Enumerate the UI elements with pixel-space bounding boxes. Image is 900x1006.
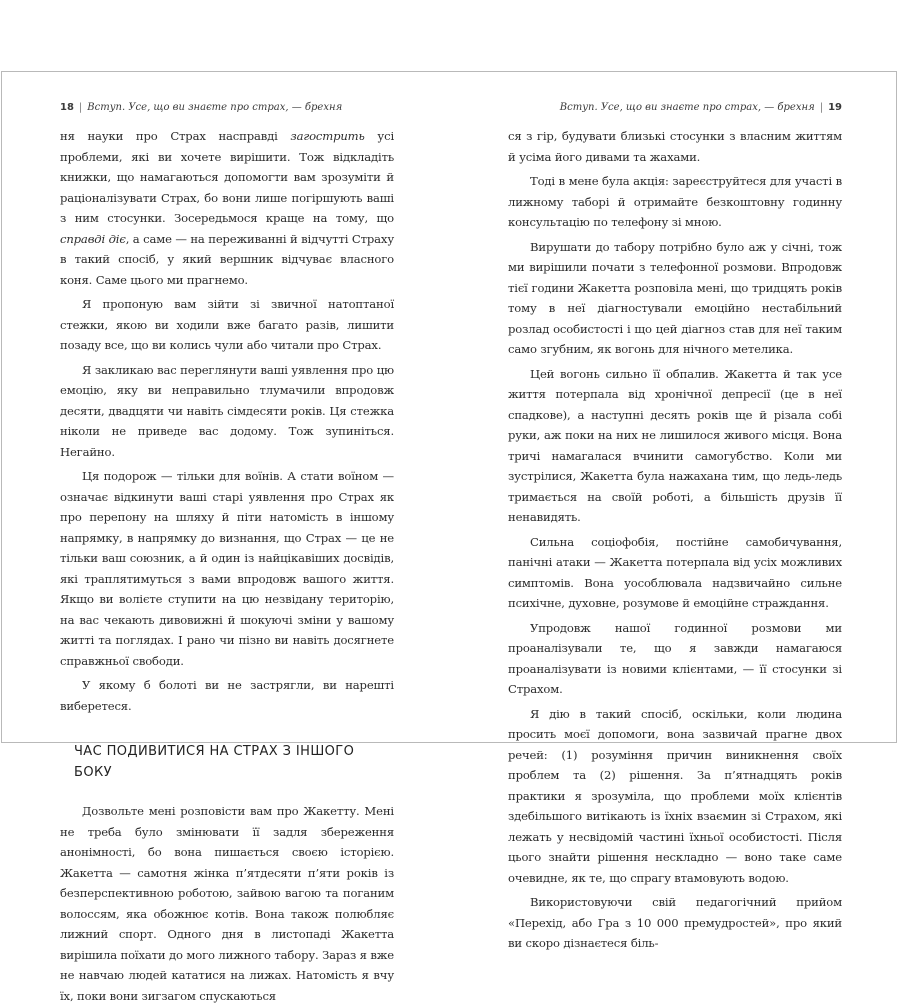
paragraph: Упродовж нашої годинної розмови ми проаналізували те, що я завжди намагаюся проаналізувати із новими клієнтами, — її стосунки зі Страхом.	[508, 620, 842, 696]
right-page-body	[508, 126, 842, 954]
running-head-right	[508, 102, 842, 113]
paragraph: Дозвольте мені розповісти вам про Жакетту. Мені не треба було змінювати її задля збереження анонімності, бо вона пишається своєю історією. Жакетта — самотня жінка п’ятдесяти п’яти років із безперспективною роботою, зайвою вагою та поганим волоссям, яка обожнює котів. Вона також полюбляє лижний спорт. Одного дня в листопаді Жакетта вирішила поїхати до мого лижного табору. Зараз я вже не навчаю людей кататися на лижах. Натомість я вчу їх, поки вони зигзагом спускаються	[60, 804, 394, 1003]
book-spread	[1, 71, 897, 1003]
paragraph: Я закликаю вас переглянути ваші уявлення про цю емоцію, яку ви неправильно тлумачили впродовж десяти, двадцяти чи навіть сімдесяти років. Ця стежка ніколи не приведе вас додому. Тож зупиніться. Негайно.	[60, 362, 394, 459]
page-number: 19	[828, 102, 842, 113]
running-head-left	[60, 102, 394, 113]
paragraph: Сильна соціофобія, постійне самобичування, панічні атаки — Жакетта потерпала від усіх можливих симптомів. Вона уособлювала надзвичайно сильне психічне, духовне, розумове й емоційне страждання.	[508, 534, 842, 610]
paragraph: ня науки про Страх насправді загострить усі проблеми, які ви хочете вирішити. Тож відкладіть книжки, що намагаються допомогти вам зрозуміти й раціоналізувати Страх, бо вони лише погіршують ваші з ним стосунки. Зосередьмося краще на тому, що справді діє, а саме — на переживанні й відчутті Страху в такий спосіб, у який вершник відчуває власного коня. Саме цього ми прагнемо.	[60, 129, 394, 287]
paragraph: ся з гір, будувати близькі стосунки з власним життям й усіма його дивами та жахами.	[508, 129, 842, 164]
paragraph: Використовуючи свій педагогічний прийом «Перехід, або Гра з 10 000 премудростей», про який ви скоро дізнаєтеся біль-	[508, 895, 842, 950]
paragraph: Тоді в мене була акція: зареєструйтеся для участі в лижному таборі й отримайте безкоштовну годинну консультацію по телефону зі мною.	[508, 174, 842, 229]
paragraph: У якому б болоті ви не застрягли, ви нарешті виберетеся.	[60, 678, 394, 713]
running-title: Вступ. Усе, що ви знаєте про страх, — брехня	[87, 102, 343, 113]
left-page	[60, 72, 394, 1003]
paragraph: Я пропоную вам зійти зі звичної натоптаної стежки, якою ви ходили вже багато разів, лишити позаду все, що ви колись чули або читали про Страх.	[60, 297, 394, 352]
emphasis: загострить	[290, 129, 365, 143]
separator: |	[819, 102, 824, 113]
running-title: Вступ. Усе, що ви знаєте про страх, — брехня	[559, 102, 815, 113]
emphasis: справді діє	[60, 231, 126, 246]
paragraph: Я дію в такий спосіб, оскільки, коли людина просить моєї допомоги, вона зазвичай прагне двох речей: (1) розуміння причин виникнення своїх проблем та (2) рішення. За п’ятнадцять років практики я зрозуміла, що проблеми моїх клієнтів здебільшого витікають із їхніх взаємин зі Страхом, які лежать у несвідомій частині їхньої особистості. Після цього знайти рішення нескладно — воно таке саме очевидне, як те, що спрагу втамовують водою.	[508, 706, 842, 885]
paragraph: Вирушати до табору потрібно було аж у січні, тож ми вирішили почати з телефонної розмови. Впродовж тієї години Жакетта розповіла мені, що тридцять років тому в неї діагностували емоційно нестабільний розлад особистості і що цей діагноз став для неї таким само згубним, як вогонь для нічного метелика.	[508, 239, 842, 356]
page-number: 18	[60, 102, 74, 113]
separator: |	[78, 102, 83, 113]
paragraph: Цей вогонь сильно її обпалив. Жакетта й так усе життя потерпала від хронічної депресії (це в неї спадкове), а наступні десять років ще й різала собі руки, аж поки на них не лишилося живого місця. Вона тричі намагалася вчинити самогубство. Коли ми зустрілися, Жакетта була нажахана тим, що ледь-ледь тримається на своїй роботі, а більшість друзів її ненавидять.	[508, 366, 842, 524]
paragraph: Ця подорож — тільки для воїнів. А стати воїном — означає відкинути ваші старі уявлення про Страх як про перепону на шляху й піти натомість в іншому напрямку, в напрямку до визнання, що Страх — це не тільки ваш союзник, а й один із найцікавіших досвідів, які траплятимуться з вами впродовж вашого життя. Якщо ви волієте ступити на цю незвідану територію, на вас чекають дивовижні й шокуючі зміни у вашому житті та поглядах. І рано чи пізно ви навіть досягнете справжньої свободи.	[60, 469, 394, 668]
section-heading: ЧАС ПОДИВИТИСЯ НА СТРАХ З ІНШОГО БОКУ	[74, 744, 355, 780]
right-page	[508, 72, 842, 950]
left-page-body	[60, 126, 394, 1006]
